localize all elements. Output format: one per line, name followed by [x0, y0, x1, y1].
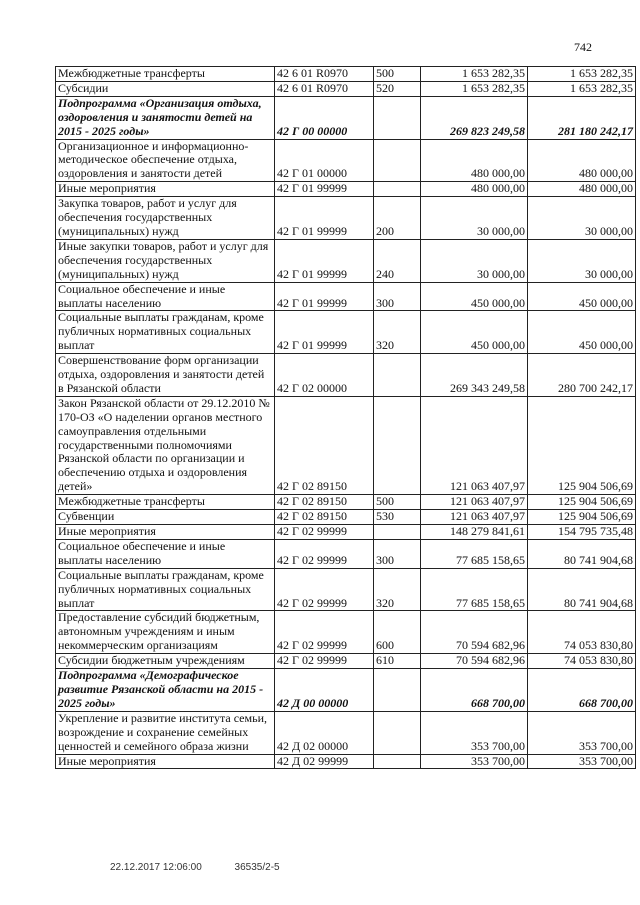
row-amount-2019: 450 000,00	[528, 282, 636, 311]
row-amount-2019: 1 653 282,35	[528, 67, 636, 82]
row-type: 320	[374, 568, 421, 611]
row-type: 600	[374, 611, 421, 654]
row-name: Укрепление и развитие института семьи, возрождение и сохранение семейных ценностей и семейного образа жизни	[56, 711, 275, 754]
row-amount-2019: 154 795 735,48	[528, 525, 636, 540]
table-row	[56, 67, 636, 82]
table-row	[56, 539, 636, 568]
row-type: 300	[374, 539, 421, 568]
row-amount-2018: 30 000,00	[421, 239, 528, 282]
row-name: Межбюджетные трансферты	[56, 67, 275, 82]
row-name: Субвенции	[56, 510, 275, 525]
table-row	[56, 139, 636, 182]
row-amount-2018: 668 700,00	[421, 669, 528, 712]
row-amount-2019: 280 700 242,17	[528, 354, 636, 397]
row-code: 42 Г 02 99999	[275, 539, 374, 568]
row-amount-2019: 125 904 506,69	[528, 510, 636, 525]
row-amount-2019: 450 000,00	[528, 311, 636, 354]
page-number: 742	[574, 40, 592, 54]
row-code: 42 Г 01 99999	[275, 197, 374, 240]
row-amount-2018: 121 063 407,97	[421, 396, 528, 494]
budget-table	[55, 66, 636, 769]
row-amount-2018: 480 000,00	[421, 182, 528, 197]
row-code: 42 Г 02 99999	[275, 654, 374, 669]
row-amount-2018: 121 063 407,97	[421, 510, 528, 525]
row-code: 42 Г 00 00000	[275, 96, 374, 139]
row-amount-2018: 70 594 682,96	[421, 654, 528, 669]
row-code: 42 Г 02 99999	[275, 611, 374, 654]
row-amount-2019: 668 700,00	[528, 669, 636, 712]
row-type: 500	[374, 67, 421, 82]
row-name: Организационное и информационно-методическое обеспечение отдыха, оздоровления и занятости детей	[56, 139, 275, 182]
table-row	[56, 669, 636, 712]
row-type: 200	[374, 197, 421, 240]
row-code: 42 Г 01 99999	[275, 311, 374, 354]
row-name: Социальные выплаты гражданам, кроме публичных нормативных социальных выплат	[56, 311, 275, 354]
table-row	[56, 654, 636, 669]
row-name: Субсидии бюджетным учреждениям	[56, 654, 275, 669]
footer-doc-id: 36535/2-5	[234, 862, 280, 873]
row-amount-2019: 1 653 282,35	[528, 81, 636, 96]
row-name: Иные мероприятия	[56, 754, 275, 769]
table-row	[56, 711, 636, 754]
row-type	[374, 525, 421, 540]
row-type	[374, 754, 421, 769]
row-code: 42 Г 01 00000	[275, 139, 374, 182]
row-amount-2019: 353 700,00	[528, 711, 636, 754]
row-name: Иные мероприятия	[56, 525, 275, 540]
table-row	[56, 197, 636, 240]
footer-timestamp: 22.12.2017 12:06:00	[110, 862, 202, 873]
row-type	[374, 139, 421, 182]
row-amount-2018: 450 000,00	[421, 311, 528, 354]
row-amount-2019: 480 000,00	[528, 182, 636, 197]
row-amount-2018: 480 000,00	[421, 139, 528, 182]
page-footer	[110, 862, 310, 873]
row-amount-2019: 30 000,00	[528, 197, 636, 240]
row-name: Закон Рязанской области от 29.12.2010 № 170-ОЗ «О наделении органов местного самоуправления отдельными государственными полномочиями Рязанской области по организации и обеспечению отдыха и оздоровления детей»	[56, 396, 275, 494]
row-amount-2018: 353 700,00	[421, 754, 528, 769]
row-amount-2018: 30 000,00	[421, 197, 528, 240]
row-code: 42 Г 02 00000	[275, 354, 374, 397]
row-amount-2019: 80 741 904,68	[528, 568, 636, 611]
row-code: 42 Г 02 99999	[275, 525, 374, 540]
table-row	[56, 568, 636, 611]
row-type	[374, 354, 421, 397]
row-amount-2018: 77 685 158,65	[421, 539, 528, 568]
table-row	[56, 239, 636, 282]
row-amount-2018: 1 653 282,35	[421, 67, 528, 82]
row-type	[374, 669, 421, 712]
row-type: 500	[374, 495, 421, 510]
row-amount-2018: 269 823 249,58	[421, 96, 528, 139]
row-amount-2019: 353 700,00	[528, 754, 636, 769]
budget-table-body	[56, 67, 636, 769]
row-type: 300	[374, 282, 421, 311]
row-name: Социальное обеспечение и иные выплаты населению	[56, 539, 275, 568]
row-type	[374, 711, 421, 754]
table-row	[56, 495, 636, 510]
row-type: 520	[374, 81, 421, 96]
row-amount-2018: 70 594 682,96	[421, 611, 528, 654]
row-type: 240	[374, 239, 421, 282]
row-type: 320	[374, 311, 421, 354]
row-code: 42 Д 02 99999	[275, 754, 374, 769]
row-name: Межбюджетные трансферты	[56, 495, 275, 510]
table-row	[56, 510, 636, 525]
row-amount-2019: 480 000,00	[528, 139, 636, 182]
table-row	[56, 396, 636, 494]
row-name: Субсидии	[56, 81, 275, 96]
row-code: 42 Г 02 99999	[275, 568, 374, 611]
row-amount-2019: 74 053 830,80	[528, 611, 636, 654]
row-name: Социальные выплаты гражданам, кроме публичных нормативных социальных выплат	[56, 568, 275, 611]
row-code: 42 Д 02 00000	[275, 711, 374, 754]
row-amount-2018: 121 063 407,97	[421, 495, 528, 510]
table-row	[56, 96, 636, 139]
row-name: Предоставление субсидий бюджетным, автономным учреждениям и иным некоммерческим организациям	[56, 611, 275, 654]
row-name: Подпрограмма «Демографическое развитие Рязанской области на 2015 - 2025 годы»	[56, 669, 275, 712]
row-amount-2019: 74 053 830,80	[528, 654, 636, 669]
table-row	[56, 282, 636, 311]
row-amount-2018: 77 685 158,65	[421, 568, 528, 611]
row-amount-2019: 281 180 242,17	[528, 96, 636, 139]
row-type: 530	[374, 510, 421, 525]
table-row	[56, 81, 636, 96]
table-row	[56, 611, 636, 654]
row-amount-2018: 1 653 282,35	[421, 81, 528, 96]
row-amount-2019: 30 000,00	[528, 239, 636, 282]
row-amount-2019: 80 741 904,68	[528, 539, 636, 568]
row-name: Социальное обеспечение и иные выплаты населению	[56, 282, 275, 311]
row-amount-2018: 353 700,00	[421, 711, 528, 754]
row-type	[374, 96, 421, 139]
row-code: 42 Г 01 99999	[275, 239, 374, 282]
row-code: 42 Г 02 89150	[275, 495, 374, 510]
row-name: Подпрограмма «Организация отдыха, оздоровления и занятости детей на 2015 - 2025 годы»	[56, 96, 275, 139]
row-code: 42 6 01 R0970	[275, 67, 374, 82]
row-name: Иные мероприятия	[56, 182, 275, 197]
row-code: 42 Г 01 99999	[275, 182, 374, 197]
table-row	[56, 311, 636, 354]
row-amount-2018: 148 279 841,61	[421, 525, 528, 540]
row-amount-2019: 125 904 506,69	[528, 396, 636, 494]
row-name: Закупка товаров, работ и услуг для обеспечения государственных (муниципальных) нужд	[56, 197, 275, 240]
row-code: 42 Г 02 89150	[275, 396, 374, 494]
row-name: Совершенствование форм организации отдыха, оздоровления и занятости детей в Рязанской области	[56, 354, 275, 397]
row-type	[374, 182, 421, 197]
table-row	[56, 525, 636, 540]
row-code: 42 6 01 R0970	[275, 81, 374, 96]
row-code: 42 Д 00 00000	[275, 669, 374, 712]
row-amount-2018: 450 000,00	[421, 282, 528, 311]
table-row	[56, 354, 636, 397]
table-row	[56, 754, 636, 769]
row-amount-2018: 269 343 249,58	[421, 354, 528, 397]
table-row	[56, 182, 636, 197]
row-code: 42 Г 02 89150	[275, 510, 374, 525]
row-amount-2019: 125 904 506,69	[528, 495, 636, 510]
row-name: Иные закупки товаров, работ и услуг для обеспечения государственных (муниципальных) нужд	[56, 239, 275, 282]
row-type: 610	[374, 654, 421, 669]
row-type	[374, 396, 421, 494]
row-code: 42 Г 01 99999	[275, 282, 374, 311]
